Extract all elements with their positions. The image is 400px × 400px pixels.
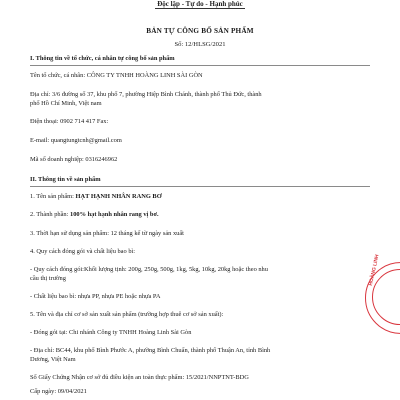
org-address-line2: phố Hồ Chí Minh, Việt nam	[30, 100, 102, 107]
org-phone: Điện thoại: 0902 714 417 Fax:	[30, 118, 109, 125]
manufacturer-heading: 5. Tên và địa chỉ cơ sở sản xuất sản phẩm (trường hợp thuê cơ sở sản xuất):	[30, 311, 224, 318]
org-email: E-mail: quangtungtcnh@gmail.com	[30, 137, 122, 144]
section1-heading: I. Thông tin về tổ chức, cá nhân tự công bố sản phẩm	[30, 55, 175, 62]
section1-divider	[30, 65, 370, 66]
section2-heading: II. Thông tin về sản phẩm	[30, 176, 101, 183]
manufacturer-address-line1: - Địa chỉ: BC44, khu phố Bình Phước A, phường Bình Chuẩn, thành phố Thuận An, tỉnh Bình	[30, 347, 271, 354]
packaging-material: - Chất liệu bao bì: nhựa PP, nhựa PE hoặc nhựa PA	[30, 293, 161, 300]
org-name: Tên tổ chức, cá nhân: CÔNG TY TNHH HOÀNG LINH SÀI GÒN	[30, 72, 203, 79]
document-number: Số: 12/HLSG/2021	[174, 41, 226, 48]
org-address-line1: Địa chỉ: 3/6 đường số 37, khu phố 7, phường Hiệp Bình Chánh, thành phố Thủ Đức, thành	[30, 91, 262, 98]
product-ingredients-value: 100% hạt hạnh nhân rang vị bơ.	[70, 211, 159, 218]
packaging-heading: 4. Quy cách đóng gói và chất liệu bao bì:	[30, 248, 136, 255]
product-name: 1. Tên sản phẩm: HẠT HẠNH NHÂN RANG BƠ	[30, 193, 162, 200]
org-tax-code: Mã số doanh nghiệp: 0316246962	[30, 156, 118, 163]
document-title: BẢN TỰ CÔNG BỐ SẢN PHẨM	[146, 27, 254, 35]
packaging-spec-line2: cầu thị trường	[30, 275, 66, 282]
company-seal-text: HOÀNG LINH	[368, 254, 381, 287]
manufacturer-address-line2: Dương, Việt Nam	[30, 356, 76, 363]
product-name-value: HẠT HẠNH NHÂN RANG BƠ	[75, 193, 162, 200]
section2-divider	[30, 186, 370, 187]
company-seal-inner-ring	[372, 269, 400, 325]
product-shelf-life: 3. Thời hạn sử dụng sản phẩm: 12 tháng kể từ ngày sản xuất	[30, 230, 184, 237]
national-motto: Độc lập - Tự do - Hạnh phúc	[157, 0, 243, 8]
certificate-date: Cấp ngày: 09/04/2021	[30, 388, 87, 395]
product-ingredients: 2. Thành phần: 100% hạt hạnh nhân rang vị bơ.	[30, 211, 159, 218]
packaging-spec-line1: - Quy cách đóng gói:Khối lượng tịnh: 200g, 250g, 500g, 1kg, 5kg, 10kg, 20kg hoặc theo nhu	[30, 266, 268, 273]
manufacturer-packed-at: - Đóng gói tại: Chi nhánh Công ty TNHH Hoàng Linh Sài Gòn	[30, 329, 192, 336]
company-seal-stamp	[365, 254, 400, 334]
food-safety-certificate: Số Giấy Chứng Nhận cơ sở đủ điều kiện an toàn thực phẩm: 15/2021/NNPTNT-BDG	[30, 374, 249, 381]
